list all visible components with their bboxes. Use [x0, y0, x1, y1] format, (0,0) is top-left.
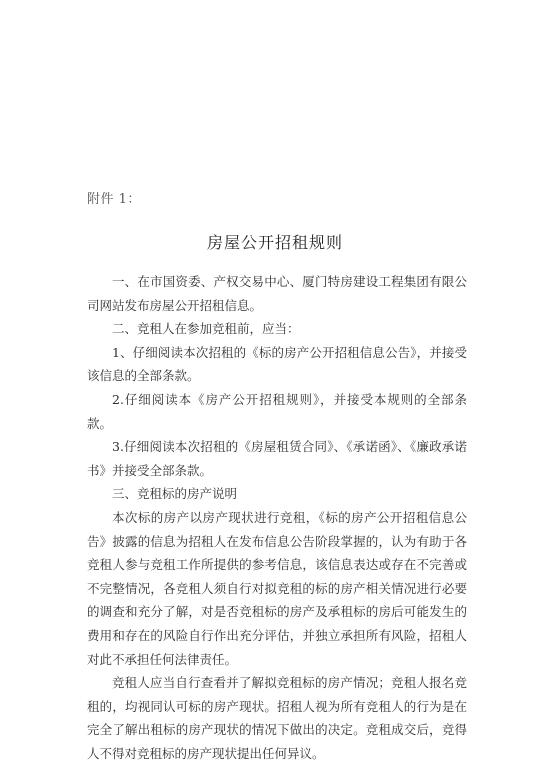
paragraph-publish-info: 一、在市国资委、产权交易中心、厦门特房建设工程集团有限公司网站发布房屋公开招租信息。 — [87, 274, 467, 313]
paragraph-item-3: 3.仔细阅读本次招租的《房屋租赁合同》、《承诺函》、《廉政承诺书》并接受全部条款。 — [87, 439, 467, 478]
paragraph-item-1: 1、仔细阅读本次招租的《标的房产公开招租信息公告》，并接受该信息的全部条款。 — [87, 344, 467, 384]
paragraph-property-description: 本次标的房产以房产现状进行竞租，《标的房产公开招租信息公告》披露的信息为招租人在发布信息公告阶段掌握的，认为有助于各竞租人参与竞租工作所提供的参考信息，该信息表达或存在不完善或不完整情况，各竞租人须自行对拟竞租的标的房产相关情况进行必要的调查和充分了解，对是否竞租标的房产及承租标的房后可能发生的费用和存在的风险自行作出充分评估，并独立承担所有风险，招租人对此不承担任何法律责任。 — [87, 509, 467, 667]
document-title: 房屋公开招租规则 — [206, 233, 343, 252]
document-body — [87, 270, 467, 765]
paragraph-bidder-inspection: 竞租人应当自行查看并了解拟竞租标的房产情况；竞租人报名竞租的，均视同认可标的房产现状。招租人视为所有竞租人的行为是在完全了解出租标的房产现状的情况下做出的决定。竞租成交后，竞得人不得对竞租标的房产现状提出任何异议。 — [87, 675, 467, 761]
attachment-label: 附件 1： — [87, 192, 141, 207]
paragraph-section-2-heading: 二、竞租人在参加竞租前，应当： — [112, 321, 300, 337]
paragraph-section-3-heading: 三、竞租标的房产说明 — [112, 486, 238, 502]
paragraph-item-2: 2.仔细阅读本《房产公开招租规则》，并接受本规则的全部条款。 — [87, 391, 467, 431]
